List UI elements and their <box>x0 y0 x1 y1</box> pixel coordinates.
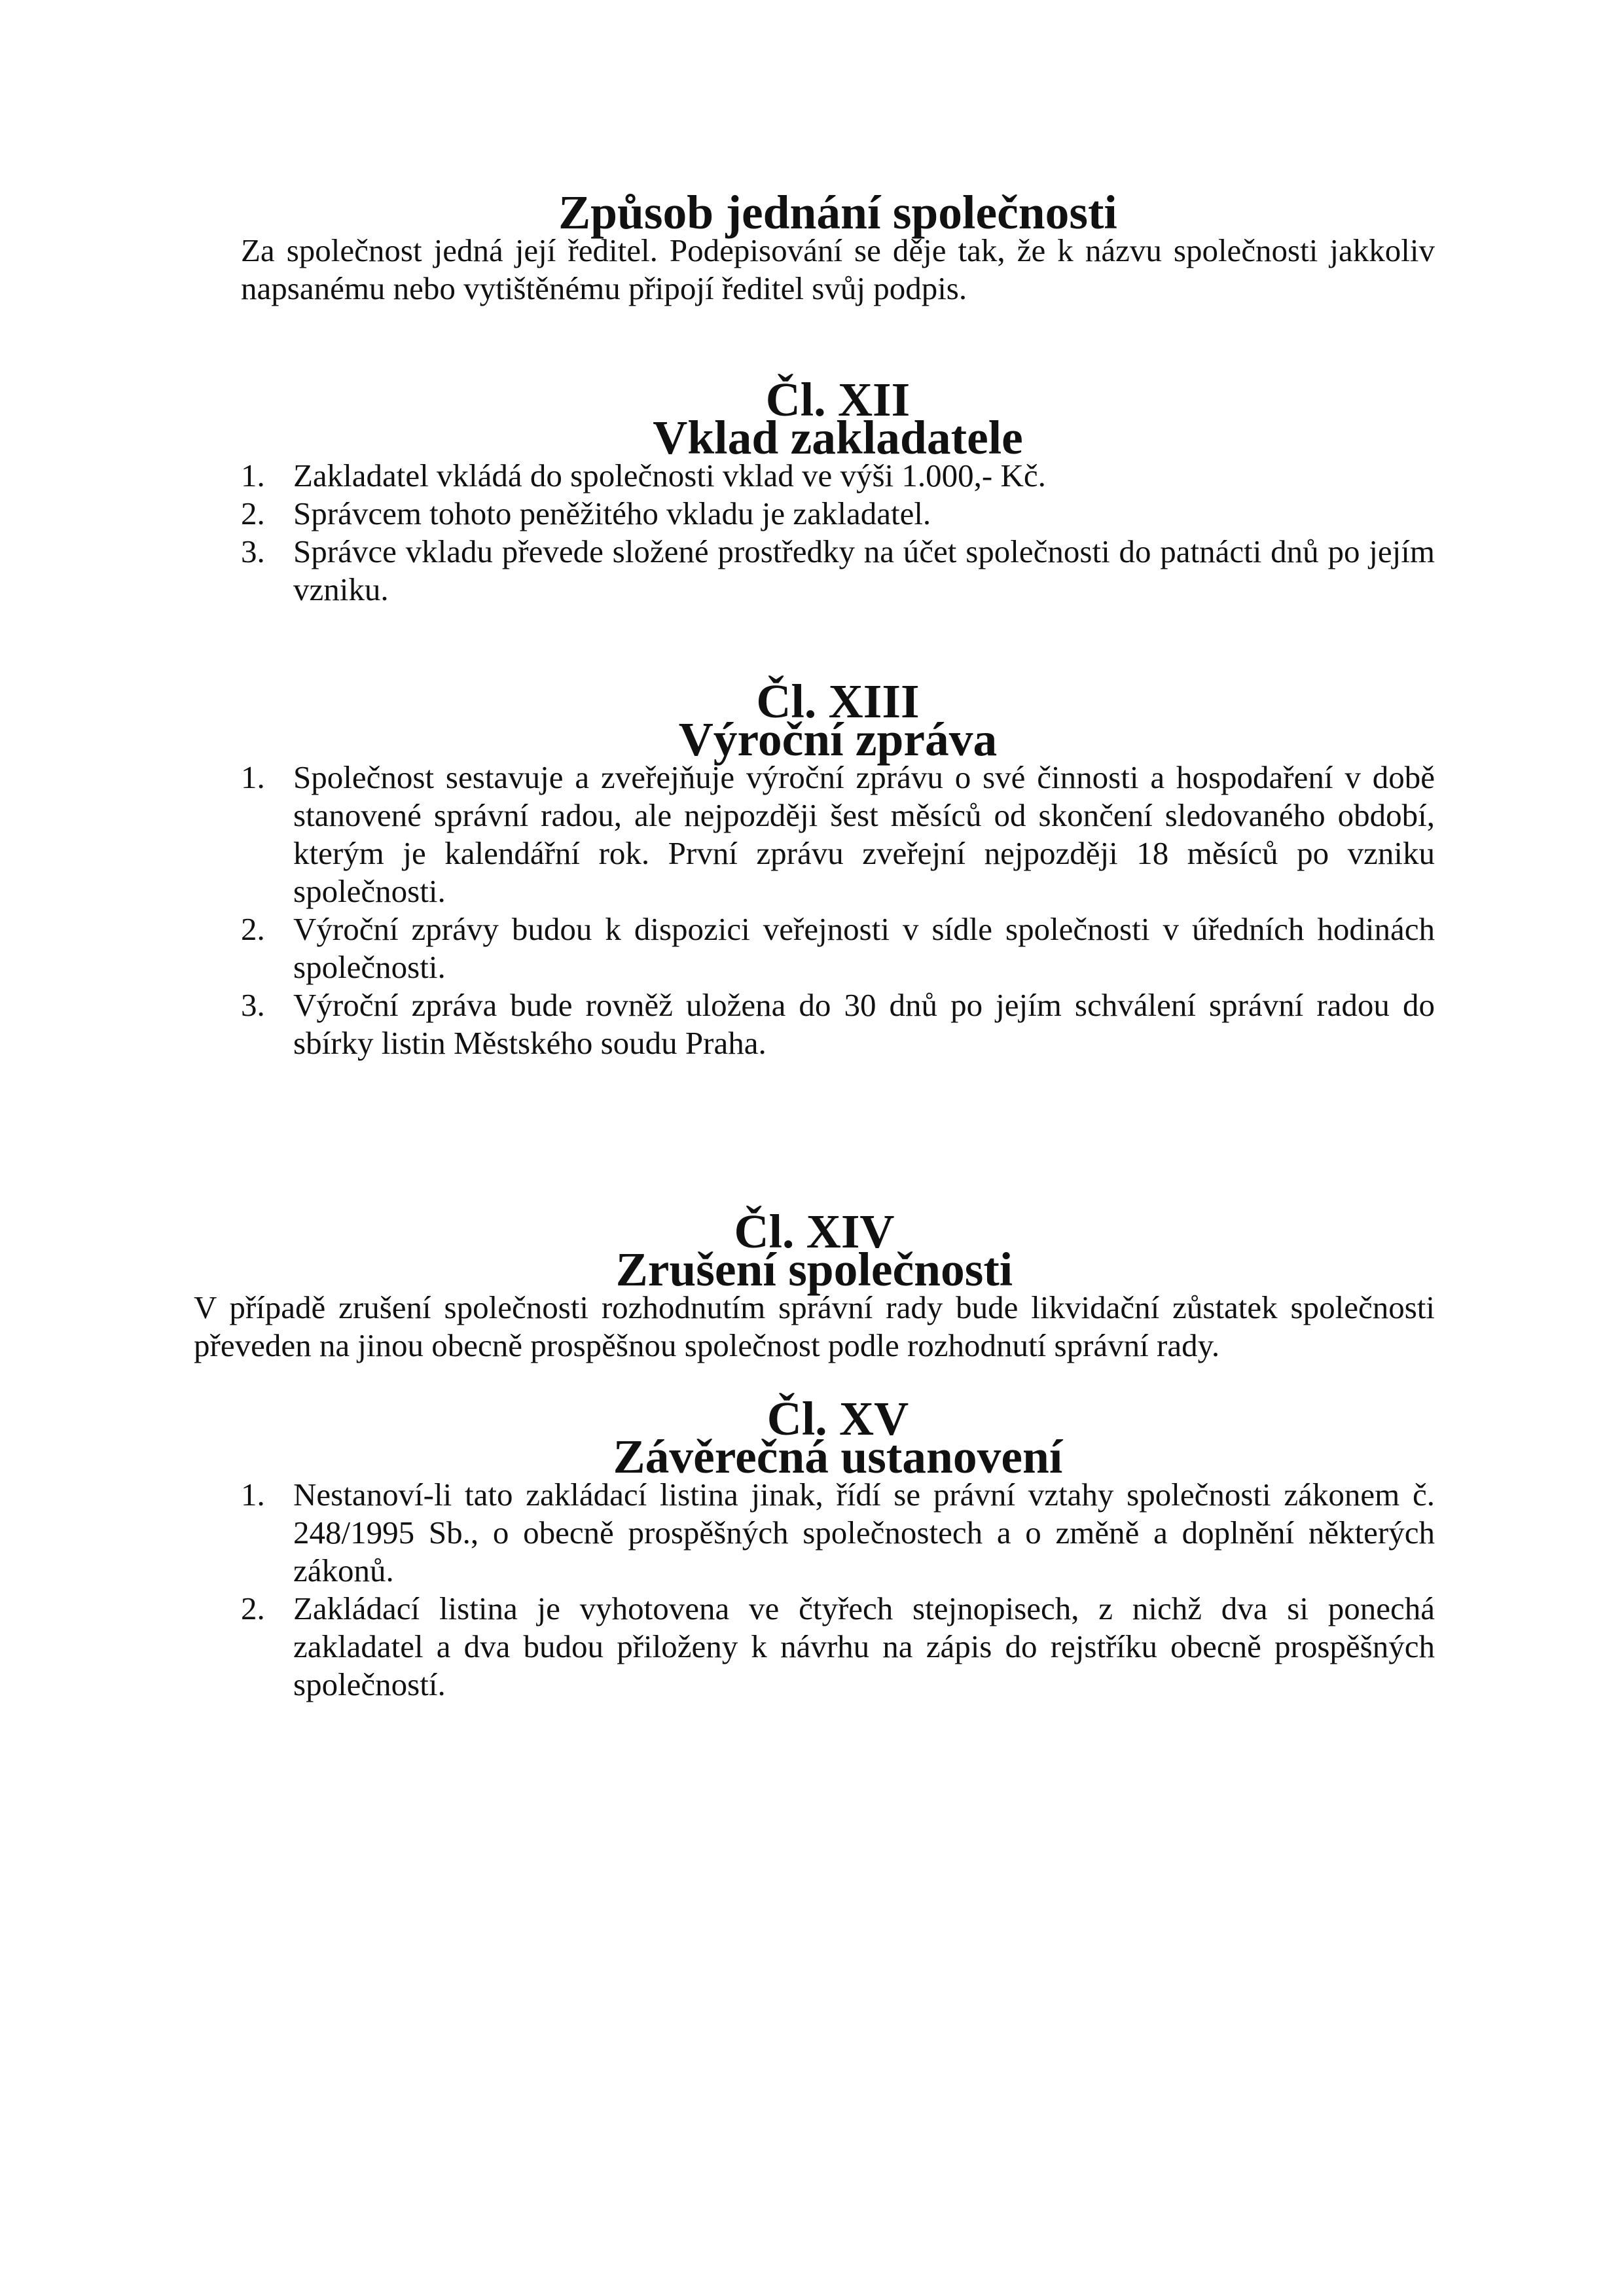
section-title: Způsob jednání společnosti <box>558 186 1117 239</box>
item-text: Správce vkladu převede složené prostředky na účet společnosti do patnácti dnů po jejím vzniku. <box>293 533 1435 607</box>
article-number: Čl. XII <box>765 373 911 426</box>
item-text: Společnost sestavuje a zveřejňuje výroční zprávu o své činnosti a hospodaření v době stanovené správní radou, ale nejpozději šest měsíců od skončení sledovaného období, kterým je kalendářní rok. První zprávu zveřejní nejpozději 18 měsíců po vzniku společnosti. <box>293 759 1435 909</box>
item-number: 1. <box>241 1477 265 1513</box>
article-xiii <box>241 675 1435 1062</box>
list-item <box>241 910 1435 986</box>
article-title: Zrušení společnosti <box>615 1243 1013 1296</box>
section-text: Za společnost jedná její ředitel. Podepisování se děje tak, že k názvu společnosti jakkoliv napsanému nebo vytištěnému připojí ředitel svůj podpis. <box>241 232 1435 306</box>
article-number: Čl. XIV <box>734 1205 895 1258</box>
item-text: Zakladatel vkládá do společnosti vklad ve výši 1.000,- Kč. <box>293 457 1046 493</box>
article-number: Čl. XV <box>767 1392 909 1445</box>
article-title: Závěrečná ustanovení <box>613 1430 1063 1483</box>
item-number: 3. <box>241 987 265 1023</box>
item-number: 3. <box>241 533 265 569</box>
article-title: Vklad zakladatele <box>653 411 1023 464</box>
item-number: 2. <box>241 495 265 531</box>
article-xii <box>241 373 1435 609</box>
list-item <box>241 495 1435 533</box>
item-text: Zakládací listina je vyhotovena ve čtyřech stejnopisech, z nichž dva si ponechá zakladatel a dva budou přiloženy k návrhu na zápis do rejstříku obecně prospěšných společností. <box>293 1590 1435 1702</box>
article-xiv <box>194 1205 1435 1365</box>
item-text: Výroční zprávy budou k dispozici veřejnosti v sídle společnosti v úředních hodinách společnosti. <box>293 911 1435 985</box>
article-text: V případě zrušení společnosti rozhodnutím správní rady bude likvidační zůstatek společnosti převeden na jinou obecně prospěšnou společnost podle rozhodnutí správní rady. <box>194 1289 1435 1363</box>
item-number: 1. <box>241 759 265 795</box>
article-title: Výroční zpráva <box>678 713 998 766</box>
item-number: 2. <box>241 911 265 947</box>
article-items <box>241 1476 1435 1704</box>
item-text: Správcem tohoto peněžitého vkladu je zakladatel. <box>293 495 931 531</box>
item-number: 2. <box>241 1590 265 1626</box>
list-item <box>241 457 1435 495</box>
list-item <box>241 533 1435 609</box>
list-item <box>241 1476 1435 1590</box>
article-items <box>241 759 1435 1062</box>
item-text: Výroční zpráva bude rovněž uložena do 30 dnů po jejím schválení správní radou do sbírky listin Městského soudu Praha. <box>293 987 1435 1061</box>
item-number: 1. <box>241 457 265 493</box>
list-item <box>241 986 1435 1062</box>
article-xv <box>241 1392 1435 1704</box>
section-acting-on-behalf <box>241 186 1435 308</box>
list-item <box>241 1590 1435 1704</box>
article-items <box>241 457 1435 609</box>
item-text: Nestanoví-li tato zakládací listina jinak, řídí se právní vztahy společnosti zákonem č. 248/1995 Sb., o obecně prospěšných společnostech a o změně a doplnění některých zákonů. <box>293 1477 1435 1588</box>
list-item <box>241 759 1435 910</box>
article-number: Čl. XIII <box>756 675 920 728</box>
